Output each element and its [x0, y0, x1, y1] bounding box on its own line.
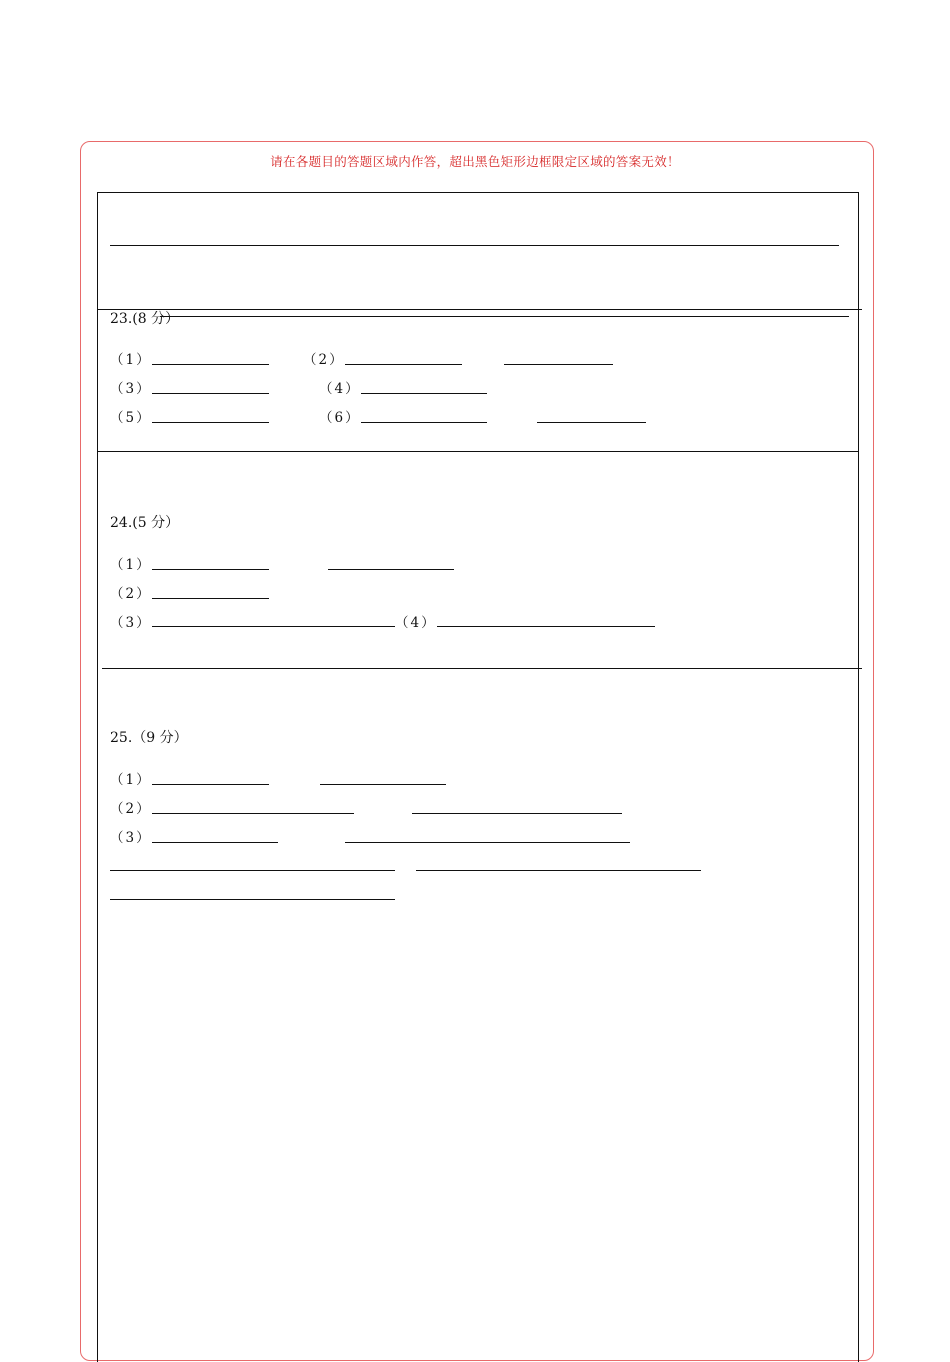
- q24-label-1: （1）: [110, 557, 152, 573]
- section-divider-24: [97, 451, 859, 452]
- q25-blank-1b[interactable]: [320, 784, 446, 785]
- q23-label-5: （5）: [110, 410, 152, 426]
- q23-label-1: （1）: [110, 352, 152, 368]
- q25-blank-3e[interactable]: [110, 899, 395, 900]
- q25-blank-3c[interactable]: [110, 870, 395, 871]
- q25-blank-3b[interactable]: [345, 842, 630, 843]
- answer-box-border: [97, 192, 859, 1362]
- q23-blank-3[interactable]: [152, 393, 269, 394]
- question-24-title: 24.(5 分）: [110, 515, 180, 531]
- question-25-title: 25.（9 分）: [110, 730, 188, 746]
- q24-blank-1a[interactable]: [152, 569, 269, 570]
- q25-blank-2a[interactable]: [152, 813, 354, 814]
- question-23-title: 23.(8 分）: [110, 311, 180, 327]
- answer-area-warning: 请在各题目的答题区域内作答，超出黑色矩形边框限定区域的答案无效！: [270, 154, 680, 169]
- q25-blank-3d[interactable]: [416, 870, 701, 871]
- q24-blank-3[interactable]: [152, 626, 395, 627]
- q24-label-4: （4）: [395, 615, 437, 631]
- q25-blank-2b[interactable]: [412, 813, 622, 814]
- q23-label-2: （2）: [303, 352, 345, 368]
- q23-blank-4[interactable]: [361, 393, 487, 394]
- q25-label-3: （3）: [110, 830, 152, 846]
- q23-blank-5[interactable]: [152, 422, 269, 423]
- q25-blank-1a[interactable]: [152, 784, 269, 785]
- q24-blank-4[interactable]: [437, 626, 655, 627]
- q23-blank-1[interactable]: [152, 364, 269, 365]
- section-divider-25: [102, 668, 862, 669]
- q23-blank-6b[interactable]: [537, 422, 646, 423]
- q23-label-4: （4）: [319, 381, 361, 397]
- q25-label-1: （1）: [110, 772, 152, 788]
- q25-label-2: （2）: [110, 801, 152, 817]
- question-23-underline: [160, 316, 849, 317]
- q24-label-2: （2）: [110, 586, 152, 602]
- q24-blank-2[interactable]: [152, 598, 269, 599]
- section-divider-23: [97, 309, 862, 310]
- q23-label-6: （6）: [319, 410, 361, 426]
- q24-label-3: （3）: [110, 615, 152, 631]
- previous-answer-line: [110, 245, 839, 246]
- q23-blank-6a[interactable]: [361, 422, 487, 423]
- q24-blank-1b[interactable]: [328, 569, 454, 570]
- q23-label-3: （3）: [110, 381, 152, 397]
- q23-blank-2a[interactable]: [345, 364, 462, 365]
- q23-blank-2b[interactable]: [504, 364, 613, 365]
- q25-blank-3a[interactable]: [152, 842, 278, 843]
